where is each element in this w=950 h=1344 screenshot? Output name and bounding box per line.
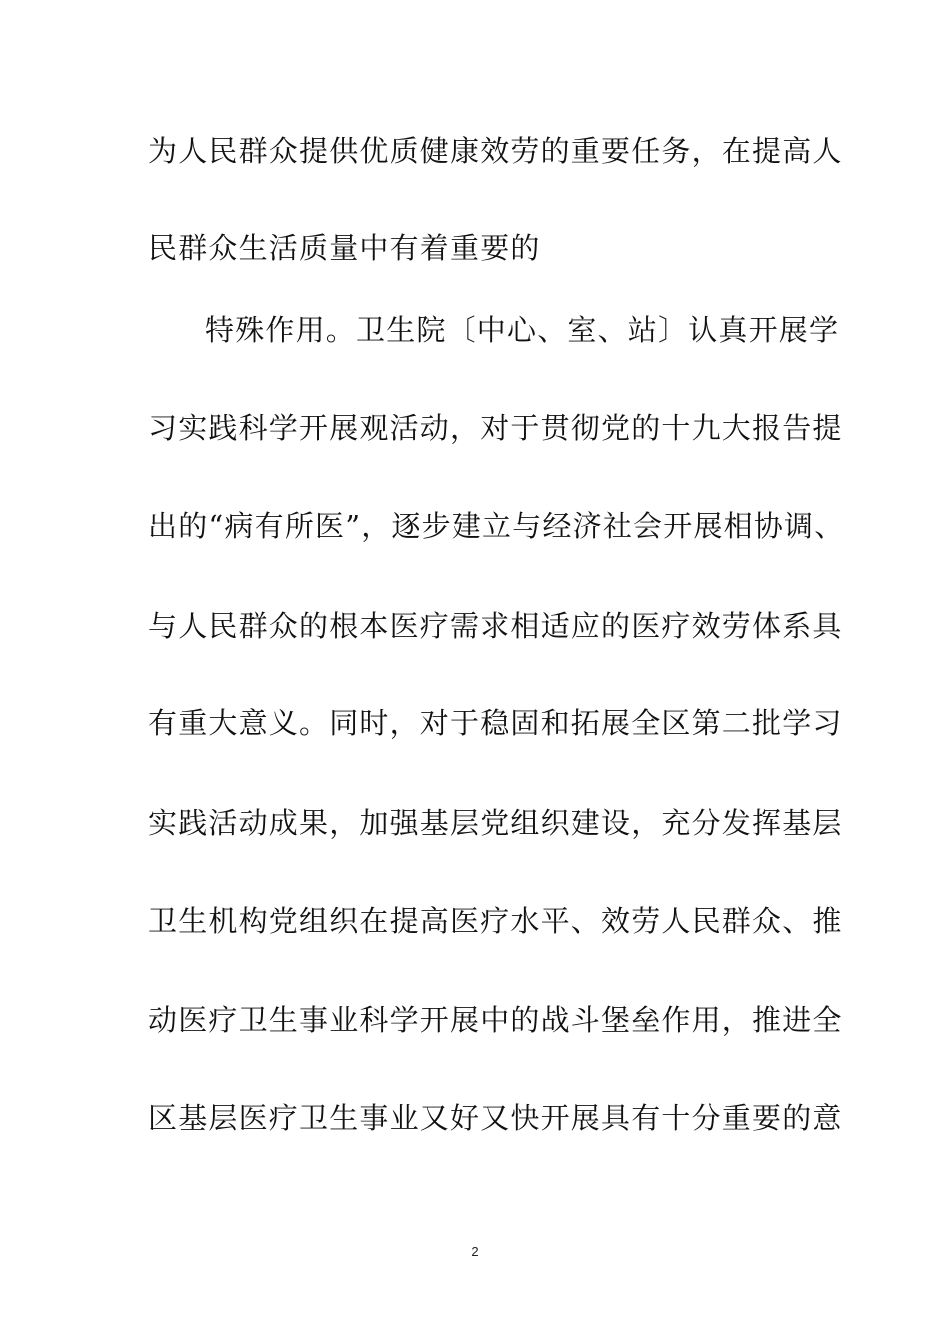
text-line-7: 有重大意义。同时，对于稳固和拓展全区第二批学习 <box>148 706 843 740</box>
text-line-3-paragraph-start: 特殊作用。卫生院〔中心、室、站〕认真开展学 <box>205 313 840 347</box>
text-line-2: 民群众生活质量中有着重要的 <box>148 231 541 265</box>
page-number: 2 <box>471 1244 479 1259</box>
text-line-11: 区基层医疗卫生事业又好又快开展具有十分重要的意 <box>148 1101 843 1135</box>
text-line-10: 动医疗卫生事业科学开展中的战斗堡垒作用，推进全 <box>148 1003 843 1037</box>
text-line-1: 为人民群众提供优质健康效劳的重要任务，在提高人 <box>148 134 843 168</box>
text-line-6: 与人民群众的根本医疗需求相适应的医疗效劳体系具 <box>148 609 843 643</box>
text-line-9: 卫生机构党组织在提高医疗水平、效劳人民群众、推 <box>148 904 843 938</box>
text-line-8: 实践活动成果，加强基层党组织建设，充分发挥基层 <box>148 806 843 840</box>
text-line-5: 出的“病有所医”，逐步建立与经济社会开展相协调、 <box>148 509 845 543</box>
text-line-4: 习实践科学开展观活动，对于贯彻党的十九大报告提 <box>148 411 843 445</box>
